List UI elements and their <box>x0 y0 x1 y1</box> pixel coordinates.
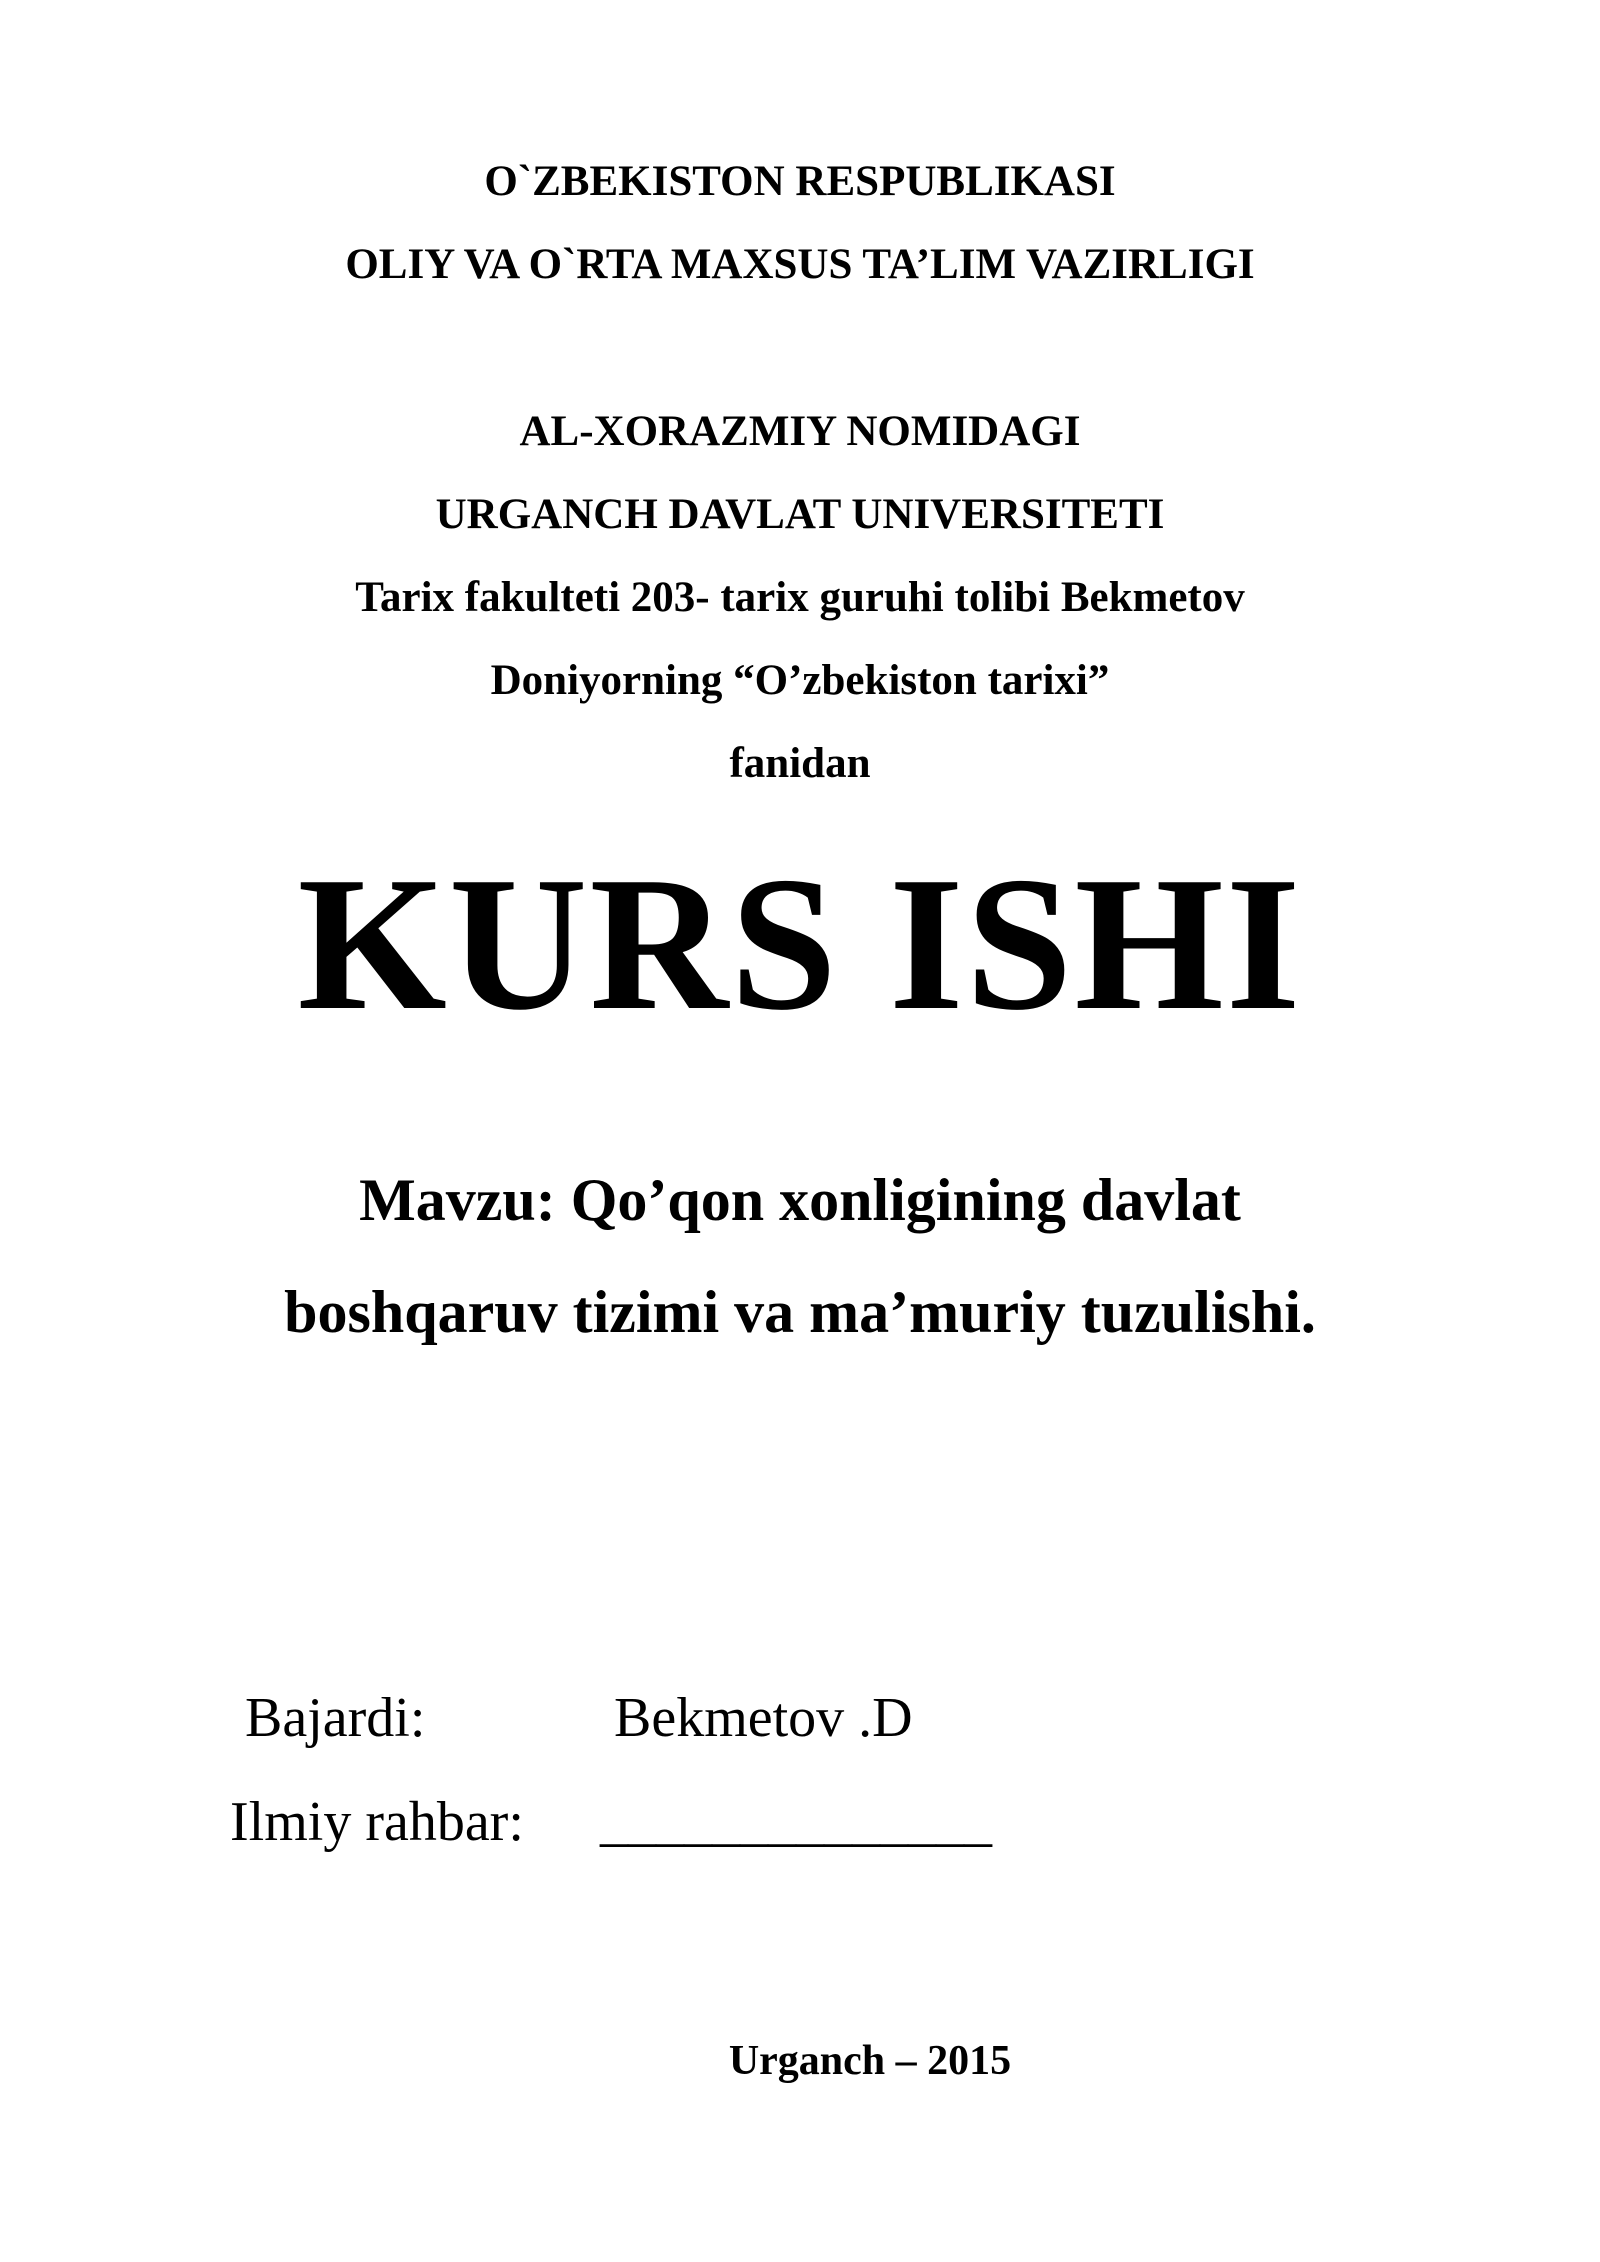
ministry-heading: OLIY VA O`RTA MAXSUS TA’LIM VAZIRLIGI <box>345 241 1255 288</box>
university-name-line1: AL-XORAZMIY NOMIDAGI <box>519 408 1081 455</box>
supervisor-label: Ilmiy rahbar: <box>230 1791 524 1853</box>
topic-line2: boshqaruv tizimi va ma’muriy tuzulishi. <box>284 1279 1316 1345</box>
performed-by-value: Bekmetov .D <box>614 1687 913 1749</box>
student-info-line3: fanidan <box>729 740 871 787</box>
performed-by-label: Bajardi: <box>245 1687 426 1749</box>
university-name-line2: URGANCH DAVLAT UNIVERSITETI <box>435 491 1165 538</box>
student-info-line1: Tarix fakulteti 203- tarix guruhi tolibi Bekmetov <box>355 574 1245 621</box>
republic-heading: O`ZBEKISTON RESPUBLIKASI <box>484 158 1116 205</box>
student-info-line2: Doniyorning “O’zbekiston tarixi” <box>490 657 1110 704</box>
supervisor-signature-line: ______________ <box>600 1791 992 1853</box>
document-title: KURS ISHI <box>297 837 1303 1050</box>
topic-line1: Mavzu: Qo’qon xonligining davlat <box>359 1167 1241 1233</box>
place-and-year: Urganch – 2015 <box>728 2038 1012 2084</box>
